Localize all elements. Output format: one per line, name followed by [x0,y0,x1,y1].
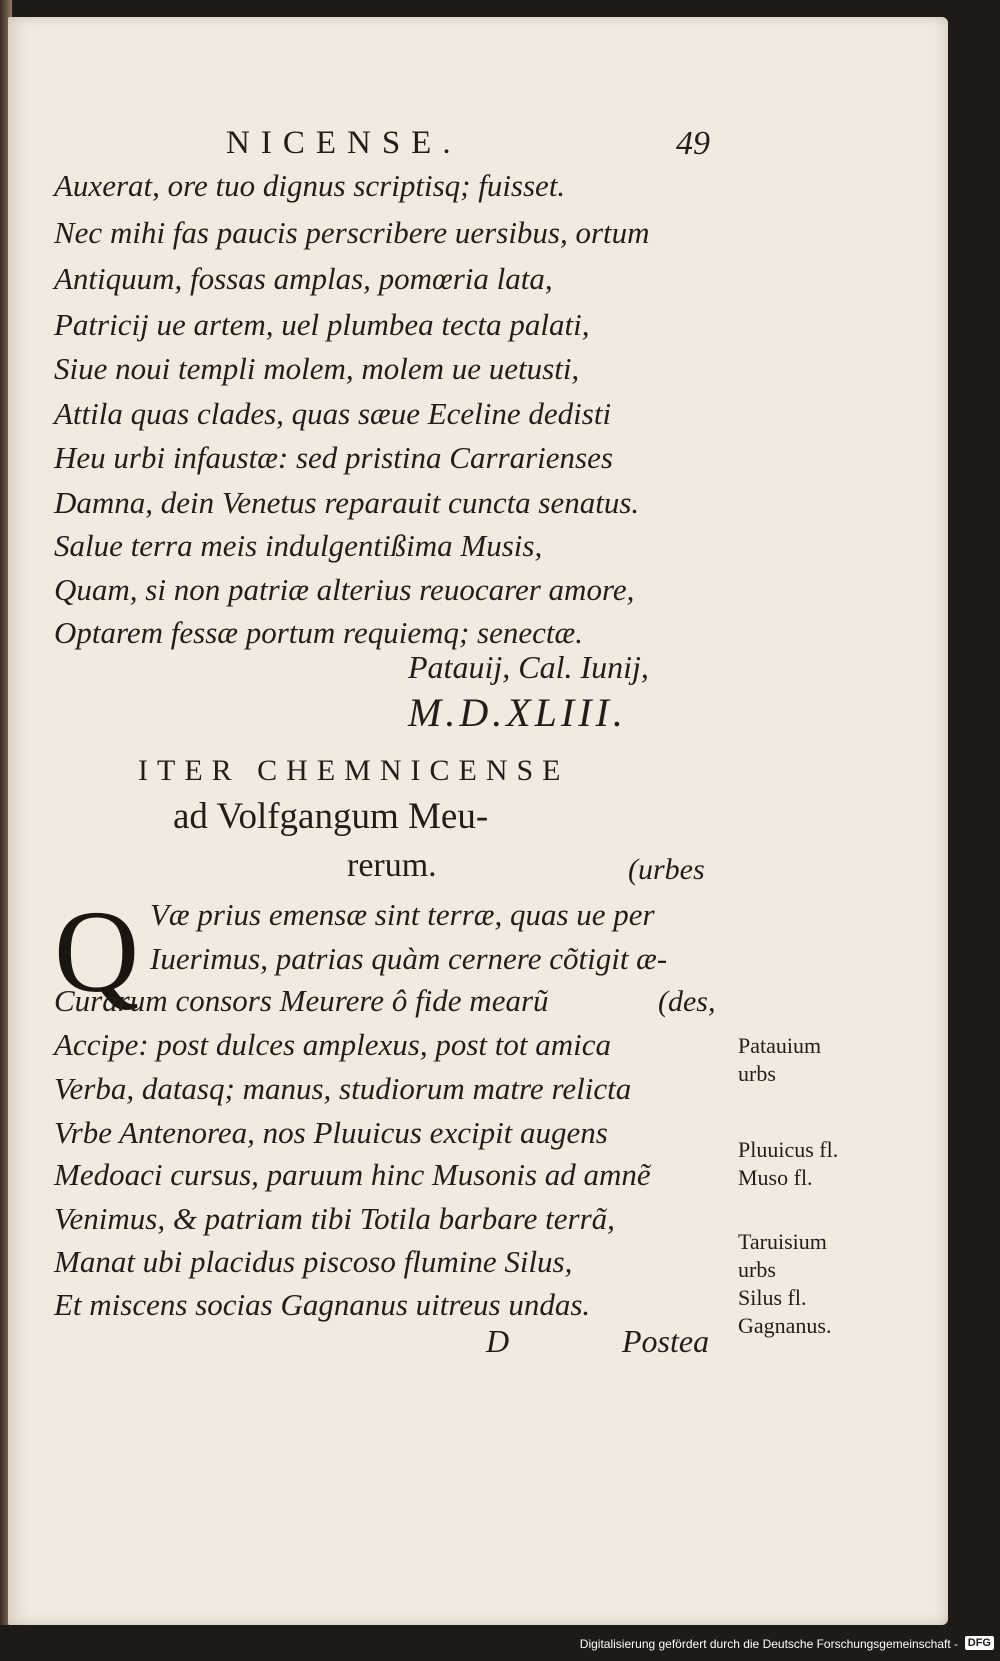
turnover-text: (des, [658,985,716,1018]
verse-line: Salue terra meis indulgentißima Musis, [54,528,543,563]
verse-line: Et miscens socias Gagnanus uitreus undas. [54,1287,591,1322]
verse-line: Patricij ue artem, uel plumbea tecta palati, [54,307,590,342]
drop-capital: Q [54,886,140,1017]
book-page [8,17,948,1625]
verse-line: Iuerimus, patrias quàm cernere cõtigit æ- [150,941,668,976]
margin-note: Muso fl. [738,1165,813,1190]
verse-line: Quam, si non patriæ alterius reuocarer amore, [54,572,635,607]
margin-note: Silus fl. [738,1285,807,1310]
year: M.D.XLIII. [408,690,627,735]
verse-line: Nec mihi fas paucis perscribere uersibus, ortum [54,215,650,250]
catchword: Postea [622,1323,710,1359]
verse-line: Damna, dein Venetus reparauit cuncta senatus. [54,485,640,520]
margin-note: urbs [738,1257,776,1282]
margin-note: Gagnanus. [738,1313,832,1338]
verse-line: Heu urbi infaustæ: sed pristina Carrarienses [54,440,613,475]
verse-line: Attila quas clades, quas sæue Eceline dedisti [54,396,612,431]
verse-line: Venimus, & patriam tibi Totila barbare terrã, [54,1201,615,1236]
verse-line: Vrbe Antenorea, nos Pluuicus excipit augens [54,1115,608,1150]
verse-line: Optarem fessæ portum requiemq; senectæ. [54,615,583,650]
verse-line: Verba, datasq; manus, studiorum matre relicta [54,1071,632,1106]
verse-line: Auxerat, ore tuo dignus scriptisq; fuisset. [54,168,566,203]
verse-line: Siue noui templi molem, molem ue uetusti, [54,351,580,386]
verse-line: Accipe: post dulces amplexus, post tot amica [54,1027,612,1062]
verse-line: Væ prius emensæ sint terræ, quas ue per [150,897,655,932]
verse-line: Manat ubi placidus piscoso flumine Silus, [54,1244,573,1279]
margin-note: Patauium [738,1033,822,1058]
running-head: NICENSE. [226,125,462,161]
verse-line: Curarum consors Meurere ô fide mearũ [54,983,549,1018]
margin-note: Taruisium [738,1229,827,1254]
margin-note: urbs [738,1061,776,1086]
verse-line: Medoaci cursus, paruum hinc Musonis ad amnẽ [54,1157,651,1192]
title-line-3: rerum. [347,847,437,884]
funding-credit: Digitalisierung gefördert durch die Deutsche Forschungsgemeinschaft - [579,1637,958,1651]
page-number: 49 [676,125,710,162]
place-date: Patauij, Cal. Iunij, [408,649,649,685]
verse-line: Antiquum, fossas amplas, pomœria lata, [54,261,553,296]
margin-note: Pluuicus fl. [738,1137,839,1162]
title-line-2: ad Volfgangum Meu- [173,796,489,837]
turnover-text: (urbes [628,853,705,886]
dfg-logo: DFG [965,1636,994,1650]
signature-mark: D [486,1323,510,1359]
title-line-1: ITER CHEMNICENSE [138,754,570,787]
